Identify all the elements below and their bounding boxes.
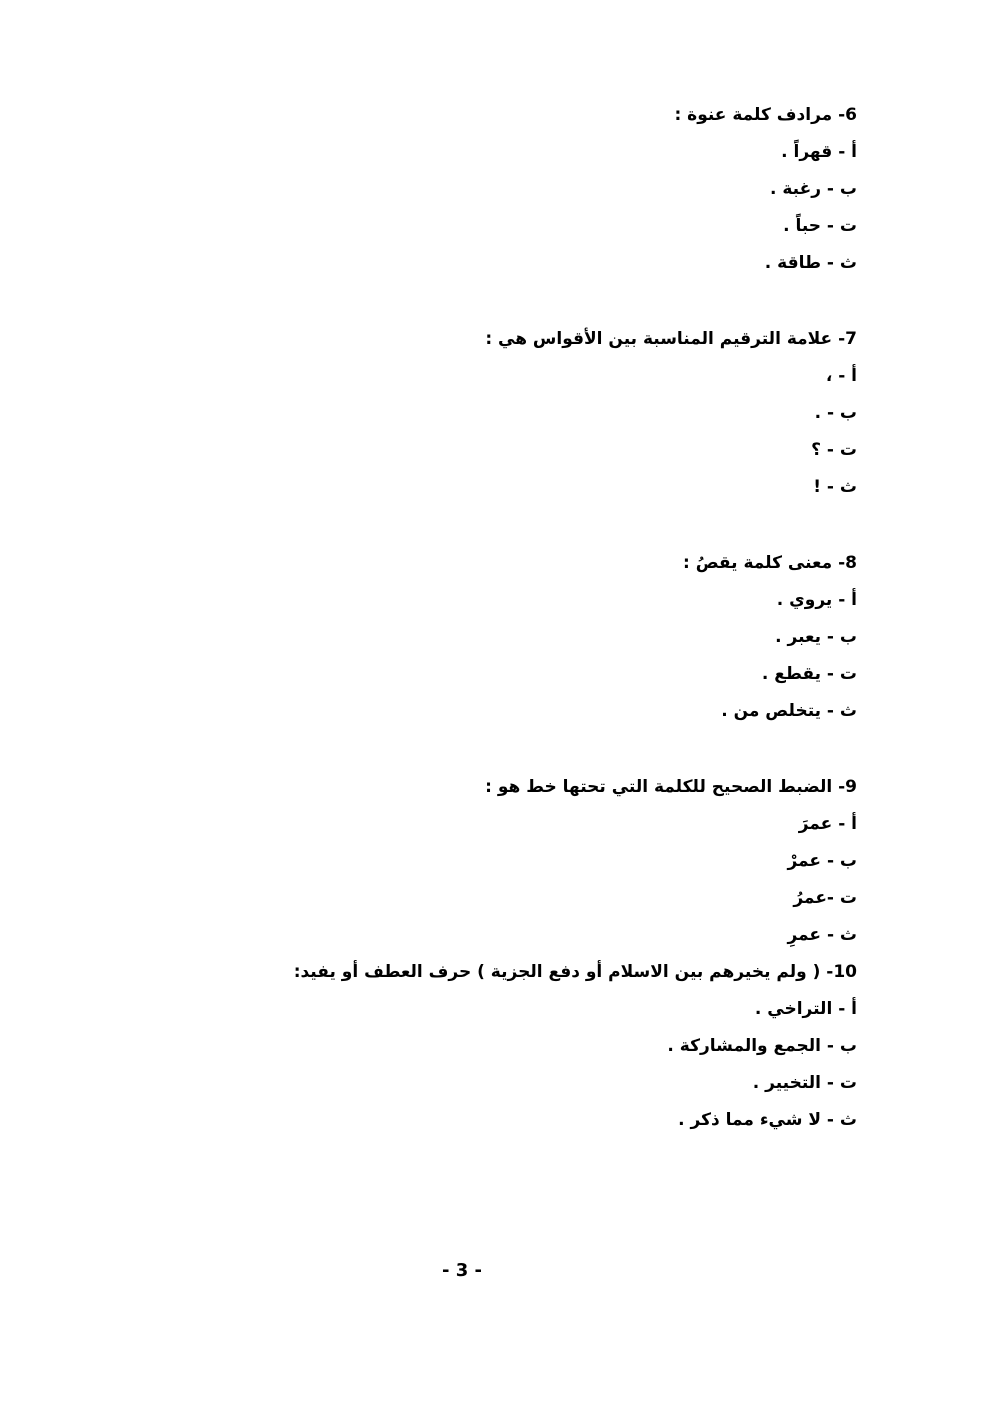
option-a: أ - ،: [825, 366, 857, 386]
option-a: أ - قهراً .: [781, 142, 857, 162]
question-title: 7- علامة الترقيم المناسبة بين الأقواس هي :: [485, 329, 857, 349]
option-a: أ - التراخي .: [754, 999, 857, 1019]
option-b: ب - رغبة .: [769, 179, 857, 199]
option-d: ث - عمرِ: [787, 925, 857, 945]
option-c: ت -عمرُ: [793, 888, 857, 908]
option-b: ب - الجمع والمشاركة .: [667, 1036, 857, 1056]
option-a: أ - يروي .: [776, 590, 857, 610]
option-d: ث - طاقة .: [764, 253, 857, 273]
page-number: - 3 -: [442, 1260, 482, 1281]
question-title: 9- الضبط الصحيح للكلمة التي تحتها خط هو :: [485, 777, 857, 797]
question-9: [485, 774, 857, 959]
option-c: ت - يقطع .: [761, 664, 857, 684]
option-d: ث - !: [813, 477, 857, 497]
question-7: [485, 326, 857, 511]
question-6: [674, 102, 857, 287]
question-title: 8- معنى كلمة يقصُ :: [683, 553, 857, 573]
option-d: ث - لا شيء مما ذكر .: [678, 1110, 857, 1130]
question-title: 6- مرادف كلمة عنوة :: [674, 105, 857, 125]
option-a: أ - عمرَ: [798, 814, 857, 834]
question-10: [294, 959, 857, 1144]
option-b: ب - يعبر .: [775, 627, 857, 647]
option-c: ت - حباً .: [783, 216, 857, 236]
question-title: 10- ( ولم يخيرهم بين الاسلام أو دفع الجزية ) حرف العطف أو يفيد:: [293, 962, 857, 982]
option-b: ب - عمرْ: [787, 851, 857, 871]
option-c: ت - التخيير .: [752, 1073, 857, 1093]
option-c: ت - ؟: [811, 440, 857, 460]
question-8: [683, 550, 857, 735]
option-d: ث - يتخلص من .: [721, 701, 857, 721]
option-b: ب - .: [814, 403, 857, 423]
